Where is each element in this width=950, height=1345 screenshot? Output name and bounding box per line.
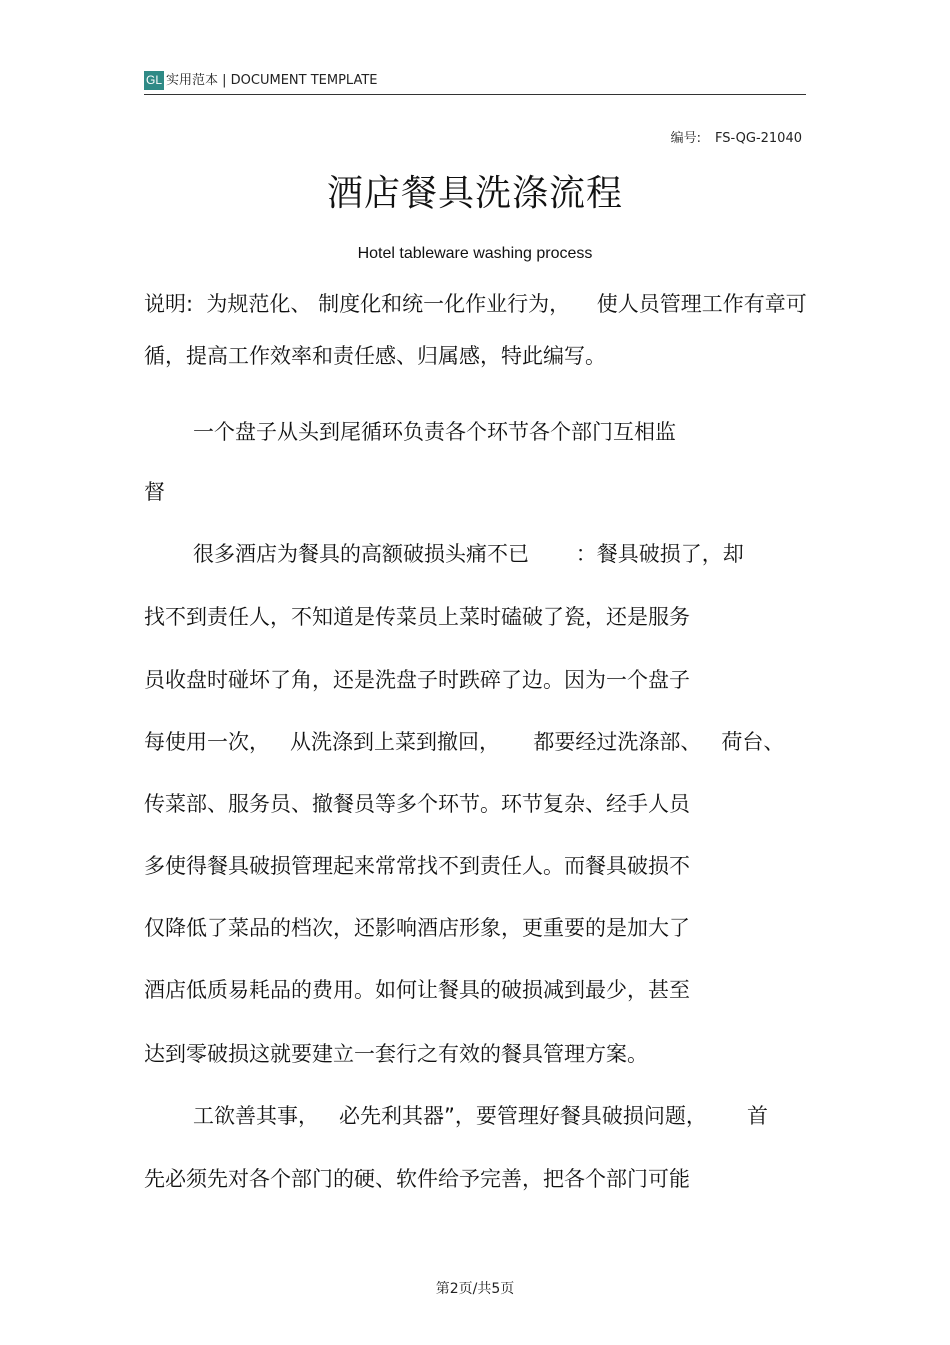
body-line: 先必须先对各个部门的硬、软件给予完善，把各个部门可能 <box>144 1167 690 1191</box>
header-text: 实用范本 | DOCUMENT TEMPLATE <box>166 73 378 88</box>
logo-badge: GL <box>144 71 164 90</box>
body-line: 每使用一次， 从洗涤到上菜到撤回， 都要经过洗涤部、 荷台、 <box>144 730 785 754</box>
document-number-label: 编号: <box>670 131 701 146</box>
body-line: 工欲善其事， 必先利其器”，要管理好餐具破损问题， 首 <box>193 1104 768 1128</box>
body-line: 员收盘时碰坏了角，还是洗盘子时跌碎了边。因为一个盘子 <box>144 668 690 692</box>
body-line: 督 <box>144 480 165 504</box>
body-line: 一个盘子从头到尾循环负责各个环节各个部门互相监 <box>193 420 676 444</box>
body-line: 说明: 为规范化、 制度化和统一化作业行为， 使人员管理工作有章可 <box>144 292 807 316</box>
page-footer <box>0 1278 950 1298</box>
document-subtitle: Hotel tableware washing process <box>357 245 593 262</box>
footer-prefix: 第 <box>435 1281 450 1297</box>
body-line: 很多酒店为餐具的高额破损头痛不已 ：餐具破损了，却 <box>193 542 744 566</box>
total-pages: 5 <box>491 1281 501 1297</box>
current-page: 2 <box>449 1281 459 1297</box>
page-header <box>144 70 806 95</box>
body-line: 达到零破损这就要建立一套行之有效的餐具管理方案。 <box>144 1042 648 1066</box>
body-line: 酒店低质易耗品的费用。如何让餐具的破损减到最少，甚至 <box>144 978 690 1002</box>
body-line: 找不到责任人，不知道是传菜员上菜时磕破了瓷，还是服务 <box>144 605 690 629</box>
body-line: 传菜部、服务员、撤餐员等多个环节。环节复杂、经手人员 <box>144 792 690 816</box>
footer-suffix: 页 <box>500 1281 515 1297</box>
body-line: 多使得餐具破损管理起来常常找不到责任人。而餐具破损不 <box>144 854 690 878</box>
document-number <box>671 127 802 146</box>
document-number-value: FS-QG-21040 <box>714 131 802 146</box>
document-title: 酒店餐具洗涤流程 <box>326 173 623 214</box>
body-line: 仅降低了菜品的档次，还影响酒店形象，更重要的是加大了 <box>144 916 690 940</box>
body-line: 循，提高工作效率和责任感、归属感，特此编写。 <box>144 344 606 368</box>
footer-mid: 页/共 <box>458 1281 492 1297</box>
